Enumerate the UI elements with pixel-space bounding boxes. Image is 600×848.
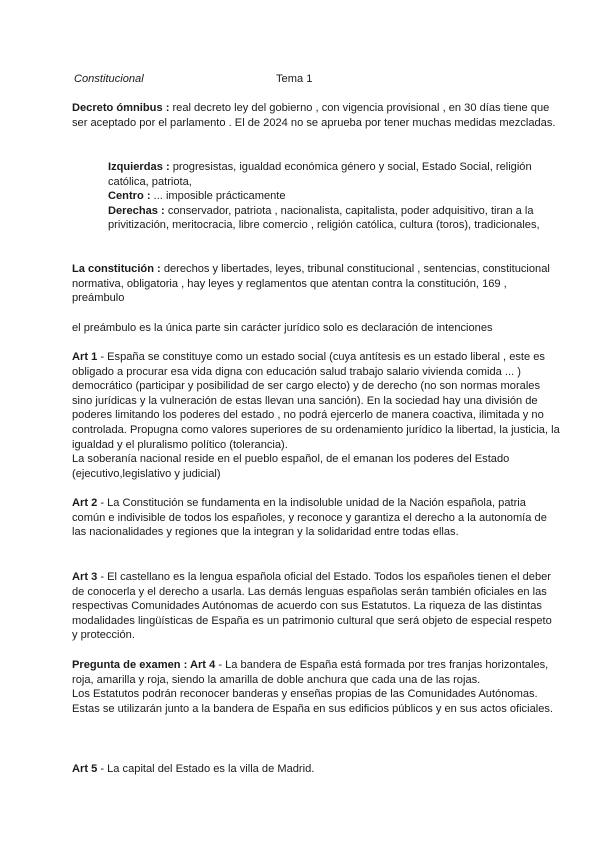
art2-title: Art 2 — [72, 497, 98, 509]
constitucion-title: La constitución : — [72, 263, 161, 275]
subject-label: Constitucional — [74, 73, 144, 85]
topic-label: Tema 1 — [276, 73, 313, 85]
art3-text: - El castellano es la lengua española oficial del Estado. Todos los españoles tienen el deber de conocerla y el derecho a usarla. Las demás lenguas españolas serán también oficiales en las respectivas Comunidades Autónomas de acuerdo con sus Estatutos. La riqueza de las distintas modalidades lingüísticas de España es un patrimonio cultural que será objeto de especial respeto y protección. — [72, 571, 552, 642]
art4-paragraph — [72, 658, 560, 687]
art1-block — [72, 350, 560, 481]
art3-title: Art 3 — [72, 571, 98, 583]
art1-paragraph-2: La soberanía nacional reside en el pueblo español, de el emanan los poderes del Estado (ejecutivo,legislativo y judicial) — [72, 453, 510, 480]
politics-label: Derechas : — [108, 204, 165, 217]
politics-item-derechas — [108, 204, 560, 233]
art1-text: - España se constituye como un estado social (cuya antítesis es un estado liberal , este es obligado a procurar esa vida digna con educación salud trabajo salario vivienda comida ... ) democrático (participar y posibilidad de ser cargo electo) y de derecho (no son normas morales sino jurídicas y la vulneración de estas llevan una sanción). En la sociedad hay una división de poderes limitando los poderes del estado , no podrá ejercerlo de manera coactiva, ilimitada y no controlada. Propugna como valores superiores de su ordenamiento jurídico la libertad, la justicia, la igualdad y el pluralismo político (tolerancia). — [72, 351, 560, 451]
art2-paragraph — [72, 496, 560, 540]
politics-item-centro — [108, 189, 560, 204]
politics-item-izquierdas — [108, 160, 560, 189]
art5-title: Art 5 — [72, 763, 98, 775]
decreto-title: Decreto ómnibus : — [72, 102, 170, 114]
politics-text: conservador, patriota , nacionalista, capitalista, poder adquisitivo, tiran a la privitización, meritocracia, libre comercio , religión católica, cultura (toros), tradicionales, — [108, 204, 540, 232]
page-header — [74, 72, 560, 87]
politics-text: progresistas, igualdad económica género y social, Estado Social, religión católica, patriota, — [108, 161, 532, 188]
politics-label: Izquierdas : — [108, 161, 170, 173]
decreto-text: real decreto ley del gobierno , con vigencia provisional , en 30 días tiene que ser aceptado por el parlamento . El de 2024 no se aprueba por tener muchas medidas mezcladas. — [72, 102, 556, 129]
art1-title: Art 1 — [72, 351, 98, 363]
politics-list — [108, 160, 560, 233]
preambulo-paragraph: el preámbulo es la única parte sin carácter jurídico solo es declaración de intenciones — [72, 322, 493, 334]
art3-paragraph — [72, 570, 560, 643]
politics-text: ... imposible prácticamente — [150, 190, 286, 203]
art4-text: - La bandera de España está formada por tres franjas horizontales, roja, amarilla y roja, siendo la amarilla de doble anchura que cada una de las rojas. — [72, 659, 549, 686]
art5-paragraph — [72, 762, 560, 777]
art1-paragraph — [72, 350, 560, 452]
art2-text: - La Constitución se fundamenta en la indisoluble unidad de la Nación española, patria común e indivisible de todos los españoles, y reconoce y garantiza el derecho a la autonomía de las nacionalidades y regiones que la integran y la solidaridad entre todas ellas. — [72, 497, 547, 539]
constitucion-text: derechos y libertades, leyes, tribunal constitucional , sentencias, constitucional normativa, obligatoria , hay leyes y reglamentos que atentan contra la constitución, 169 , preámbulo — [72, 263, 550, 305]
art4-title: Pregunta de examen : Art 4 — [72, 659, 216, 671]
art5-text: - La capital del Estado es la villa de Madrid. — [97, 763, 315, 775]
art4-paragraph-2: Los Estatutos podrán reconocer banderas y enseñas propias de las Comunidades Autónomas. Estas se utilizarán junto a la bandera de España en sus edificios públicos y en sus actos oficiales. — [72, 688, 554, 715]
art4-block — [72, 658, 560, 716]
politics-label: Centro : — [108, 190, 151, 203]
constitucion-paragraph — [72, 262, 560, 306]
decreto-paragraph — [72, 101, 560, 130]
